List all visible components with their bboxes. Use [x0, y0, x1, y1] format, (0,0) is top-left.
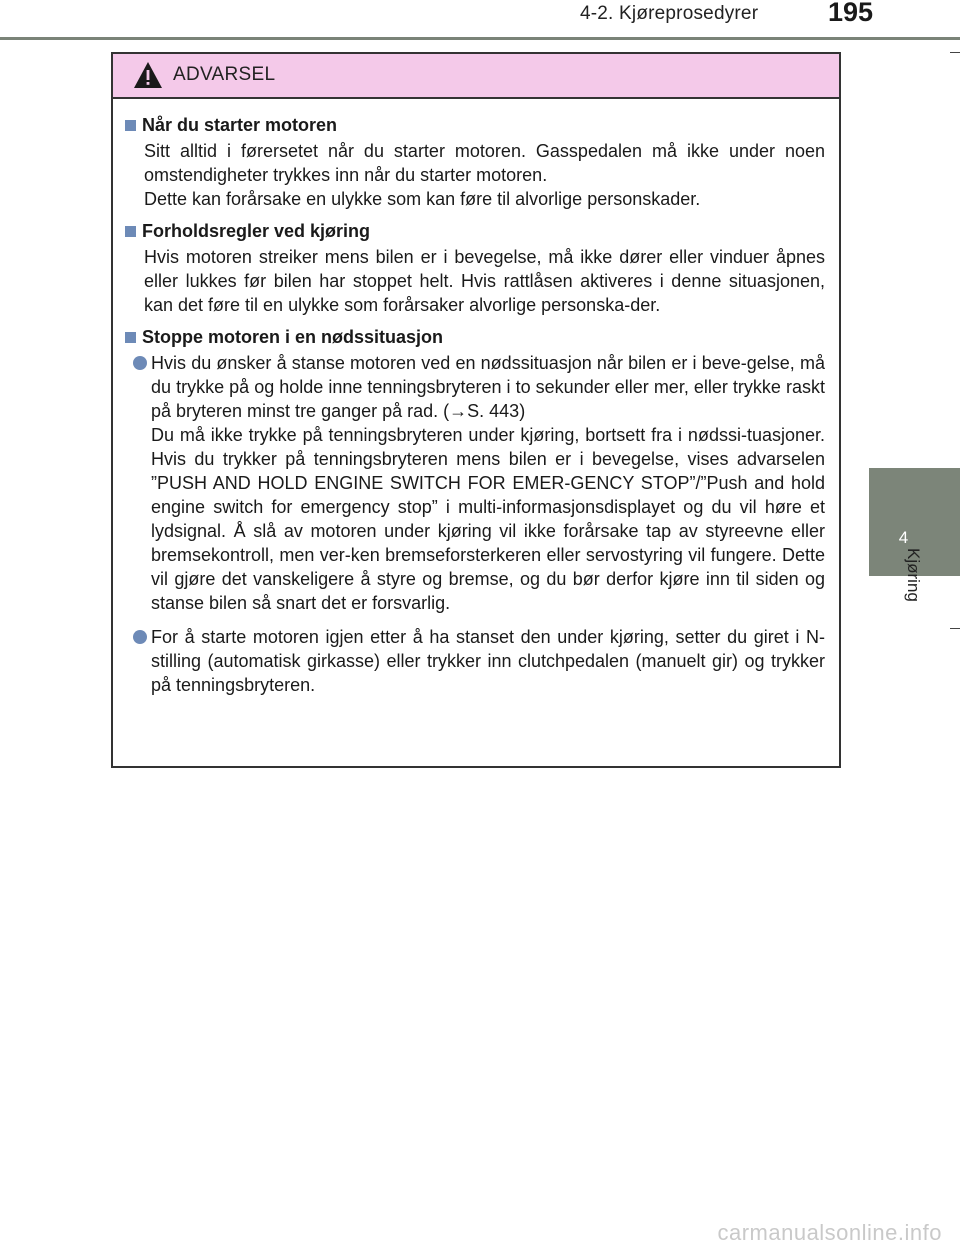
- warning-title: ADVARSEL: [173, 64, 276, 85]
- bullet-item: [133, 351, 825, 615]
- side-mark-bottom: [950, 628, 960, 629]
- paragraph: Hvis motoren streiker mens bilen er i bevegelse, må ikke dører eller vinduer åpnes eller lukkes før bilen har stoppet helt. Hvis rattlåsen aktiveres i denne situasjonen, kan det føre til en ulykke som forårsaker alvorlige personska-der.: [144, 247, 825, 315]
- section-heading: [125, 113, 825, 137]
- square-bullet-icon: [125, 120, 136, 131]
- section-heading-text: Stoppe motoren i en nødssituasjon: [142, 327, 444, 347]
- warning-triangle-icon: [133, 61, 163, 89]
- chapter-tab-label: Kjøring: [904, 548, 923, 602]
- warning-body: [113, 99, 839, 697]
- section-starting: [125, 113, 825, 211]
- bullet-paragraph: Du må ikke trykke på tenningsbryteren under kjøring, bortsett fra i nødssi-tuasjoner. Hvis du trykker på tenningsbryteren mens bilen er i bevegelse, vises advarselen ”PUSH AND HOLD ENGINE SWITCH FOR EMER-GENCY STOP”/”Push and hold engine switch for emergency stop” i multi-informasjonsdisplayet og du vil høre et lydsignal. Å slå av motoren under kjøring vil ikke forårsake tap av styreevne eller bremsekontroll, men ver-ken bremseforsterkeren eller servostyring vil fungere. Dette vil gjøre det vanskeligere å styre og bremse, og du bør derfor kjøre inn til siden og stanse bilen så snart det er forsvarlig.: [151, 425, 825, 613]
- section-title: 4-2. Kjøreprosedyrer: [580, 3, 759, 24]
- section-driving: [125, 219, 825, 317]
- chapter-tab[interactable]: [869, 44, 960, 632]
- bullet-paragraph: Hvis du ønsker å stanse motoren ved en nødssituasjon når bilen er i beve-gelse, må du trykke på og holde inne tenningsbryteren i to sekunder eller mer, eller trykke raskt på bryteren minst tre ganger på rad. (→S. 443): [151, 353, 825, 421]
- chapter-tab-number: 4: [898, 528, 909, 547]
- paragraph: Dette kan forårsake en ulykke som kan føre til alvorlige personskader.: [144, 189, 701, 209]
- bullet-paragraph: For å starte motoren igjen etter å ha stanset den under kjøring, setter du giret i N-stilling (automatisk girkasse) eller trykker inn clutchpedalen (manuelt gir) og trykker på tenningsbryteren.: [151, 627, 825, 695]
- bullet-content: [151, 625, 825, 697]
- warning-header: [113, 54, 839, 99]
- section-heading-text: Når du starter motoren: [142, 115, 338, 135]
- square-bullet-icon: [125, 332, 136, 343]
- warning-box: [111, 52, 841, 768]
- header-rule: [0, 37, 960, 40]
- section-heading: [125, 219, 825, 243]
- paragraph: Sitt alltid i førersetet når du starter motoren. Gasspedalen må ikke under noen omstendigheter trykkes inn når du starter motoren.: [144, 141, 825, 185]
- page-number: 195: [828, 0, 874, 27]
- circle-bullet-icon: [133, 356, 147, 370]
- circle-bullet-icon: [133, 630, 147, 644]
- section-heading: [125, 325, 825, 349]
- bullet-content: [151, 351, 825, 615]
- square-bullet-icon: [125, 226, 136, 237]
- watermark: carmanualsonline.info: [717, 1220, 942, 1245]
- section-heading-text: Forholdsregler ved kjøring: [142, 221, 371, 241]
- section-emergency-stop: [125, 325, 825, 697]
- bullet-item: [133, 625, 825, 697]
